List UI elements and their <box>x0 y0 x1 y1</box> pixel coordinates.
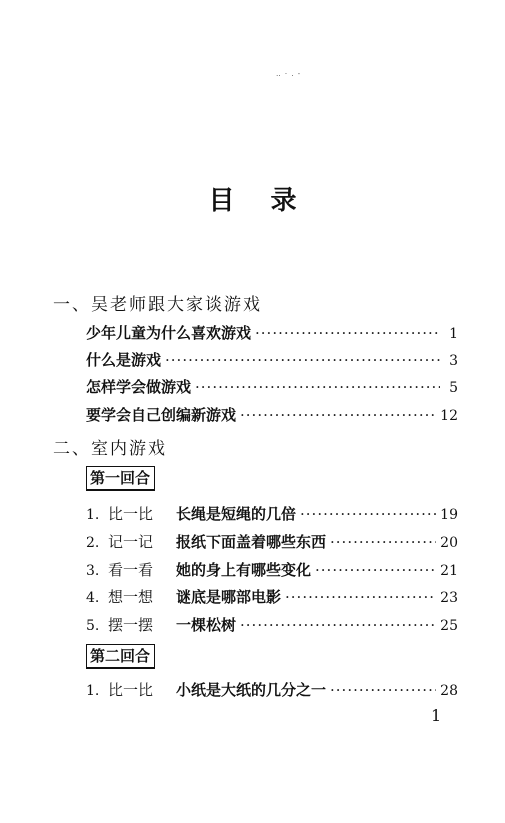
entry-page: 23 <box>440 590 458 606</box>
dot-leader <box>195 378 440 396</box>
entry-title: 小纸是大纸的几分之一 <box>176 681 327 699</box>
entry-page: 19 <box>440 507 458 523</box>
entry-number: 1. <box>86 507 100 523</box>
dot-leader <box>285 588 436 606</box>
entry-label <box>86 586 281 607</box>
toc-entry[interactable] <box>86 404 458 426</box>
page-number: 1 <box>431 706 442 725</box>
entry-number: 5. <box>86 618 100 634</box>
entry-title: 谜底是哪部电影 <box>176 588 282 606</box>
toc-entry[interactable] <box>86 679 458 701</box>
toc-entry[interactable] <box>86 376 458 398</box>
entry-verb: 摆一摆 <box>108 616 154 634</box>
entry-page: 20 <box>440 535 458 551</box>
entry-page: 12 <box>440 408 458 424</box>
entry-label <box>86 614 236 635</box>
entry-title: 她的身上有哪些变化 <box>176 561 312 579</box>
entry-verb: 想一想 <box>108 588 154 606</box>
entry-verb: 看一看 <box>108 561 154 579</box>
entry-number: 2. <box>86 535 100 551</box>
dot-leader <box>300 505 436 523</box>
round-label-box: 第一回合 <box>86 466 155 491</box>
entry-title: 什么是游戏 <box>86 351 162 369</box>
entry-verb: 比一比 <box>108 505 154 523</box>
dot-leader <box>315 561 436 579</box>
dot-leader <box>255 324 440 342</box>
section-heading-1: 一、吴老师跟大家谈游戏 <box>53 295 262 315</box>
entry-verb: 记一记 <box>108 533 154 551</box>
entry-label <box>86 559 311 580</box>
dot-leader <box>240 406 436 424</box>
round-label-box: 第二回合 <box>86 644 155 669</box>
scan-specks: ‥ · . - <box>276 70 302 78</box>
entry-page: 25 <box>440 618 458 634</box>
entry-label <box>86 679 326 700</box>
section-heading-2: 二、室内游戏 <box>53 439 167 459</box>
entry-title: 少年儿童为什么喜欢游戏 <box>86 324 252 342</box>
toc-entry[interactable] <box>86 586 458 608</box>
entry-page: 28 <box>440 683 458 699</box>
toc-entry[interactable] <box>86 349 458 371</box>
dot-leader <box>240 616 436 634</box>
page-title: 目录 <box>208 186 333 216</box>
entry-title: 一棵松树 <box>176 616 237 634</box>
dot-leader <box>330 681 436 699</box>
entry-title: 要学会自己创编新游戏 <box>86 406 237 424</box>
entry-page: 3 <box>449 353 458 369</box>
entry-number: 3. <box>86 563 100 579</box>
toc-entry[interactable] <box>86 614 458 636</box>
dot-leader <box>330 533 436 551</box>
toc-entry[interactable] <box>86 559 458 581</box>
entry-label <box>86 531 326 552</box>
entry-number: 1. <box>86 683 100 699</box>
entry-title: 怎样学会做游戏 <box>86 378 192 396</box>
entry-title: 报纸下面盖着哪些东西 <box>176 533 327 551</box>
entry-page: 5 <box>449 380 458 396</box>
entry-page: 21 <box>440 563 458 579</box>
entry-verb: 比一比 <box>108 681 154 699</box>
entry-label <box>86 503 296 524</box>
dot-leader <box>165 351 440 369</box>
entry-number: 4. <box>86 590 100 606</box>
entry-page: 1 <box>449 326 458 342</box>
entry-title: 长绳是短绳的几倍 <box>176 505 297 523</box>
toc-entry[interactable] <box>86 503 458 525</box>
toc-entry[interactable] <box>86 322 458 344</box>
toc-entry[interactable] <box>86 531 458 553</box>
